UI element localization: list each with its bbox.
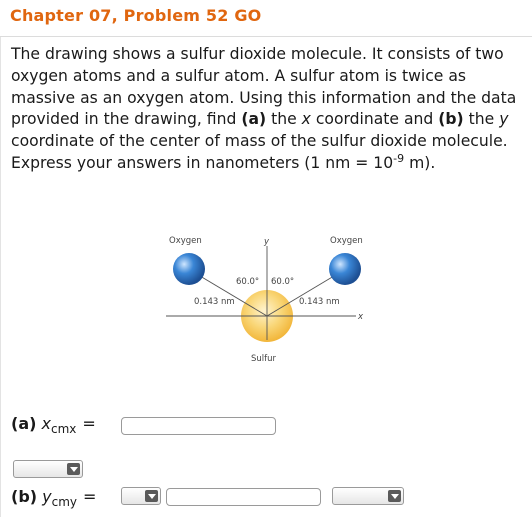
- answer-b-sign-select[interactable]: [121, 487, 161, 505]
- problem-text-end: m).: [404, 153, 436, 172]
- oxygen-label-left: Oxygen: [169, 236, 202, 246]
- part-a-marker: (a): [241, 110, 267, 129]
- part-b-marker: (b): [438, 110, 464, 129]
- molecule-diagram: [160, 228, 380, 368]
- chevron-down-icon: [67, 463, 80, 475]
- answer-a-equals: =: [82, 414, 96, 433]
- problem-title: Chapter 07, Problem 52 GO: [10, 6, 262, 25]
- problem-text-a1: the: [266, 110, 302, 129]
- oxygen-label-right: Oxygen: [330, 236, 363, 246]
- answer-a-input[interactable]: [121, 417, 276, 435]
- answer-row-a: [11, 414, 100, 436]
- chevron-down-icon: [388, 490, 401, 502]
- molecule-figure: [160, 228, 380, 368]
- answer-row-b: [11, 487, 100, 509]
- answer-a-label: (a): [11, 414, 37, 433]
- answer-b-subscript: cmy: [51, 495, 78, 509]
- answer-b-input[interactable]: [166, 488, 321, 506]
- answer-b-units-select[interactable]: [332, 487, 404, 505]
- oxygen-atom-right: [329, 253, 361, 285]
- header-bar: [0, 0, 532, 37]
- answer-a-variable: $x_{cmx}$: [41, 414, 77, 436]
- y-axis-label: y: [264, 237, 270, 247]
- chevron-down-icon: [145, 490, 158, 502]
- angle-label-right: 60.0°: [271, 277, 295, 287]
- answer-a-subscript: cmx: [50, 422, 77, 436]
- exponent: -9: [393, 151, 405, 165]
- y-variable: y: [499, 110, 509, 129]
- answer-b-label: (b): [11, 487, 38, 506]
- problem-text-b2: coordinate of the center of mass of the sulfur dioxide molecule. Express your answers in nanometers (1 nm = 10: [11, 132, 508, 172]
- x-axis-label: x: [358, 312, 364, 322]
- problem-text-a2: coordinate and: [310, 110, 439, 129]
- oxygen-atom-left: [173, 253, 205, 285]
- answer-b-equals: =: [83, 487, 97, 506]
- answer-a-units-select[interactable]: [13, 460, 83, 478]
- x-variable: x: [301, 110, 311, 129]
- problem-text-b1: the: [463, 110, 500, 129]
- left-divider: [0, 37, 1, 517]
- bond-length-right: 0.143 nm: [299, 297, 340, 307]
- angle-label-left: 60.0°: [236, 277, 260, 287]
- problem-statement: [11, 44, 526, 175]
- problem-intro: The drawing shows a sulfur dioxide molecule. It consists of two oxygen atoms and a sulfur atom. A sulfur atom is twice as massive as an oxygen atom. Using this information and the data provided in the drawing, find: [11, 45, 517, 129]
- bond-length-left: 0.143 nm: [194, 297, 235, 307]
- sulfur-label: Sulfur: [251, 354, 277, 364]
- answer-b-variable: $y_{cmy}$: [42, 487, 78, 509]
